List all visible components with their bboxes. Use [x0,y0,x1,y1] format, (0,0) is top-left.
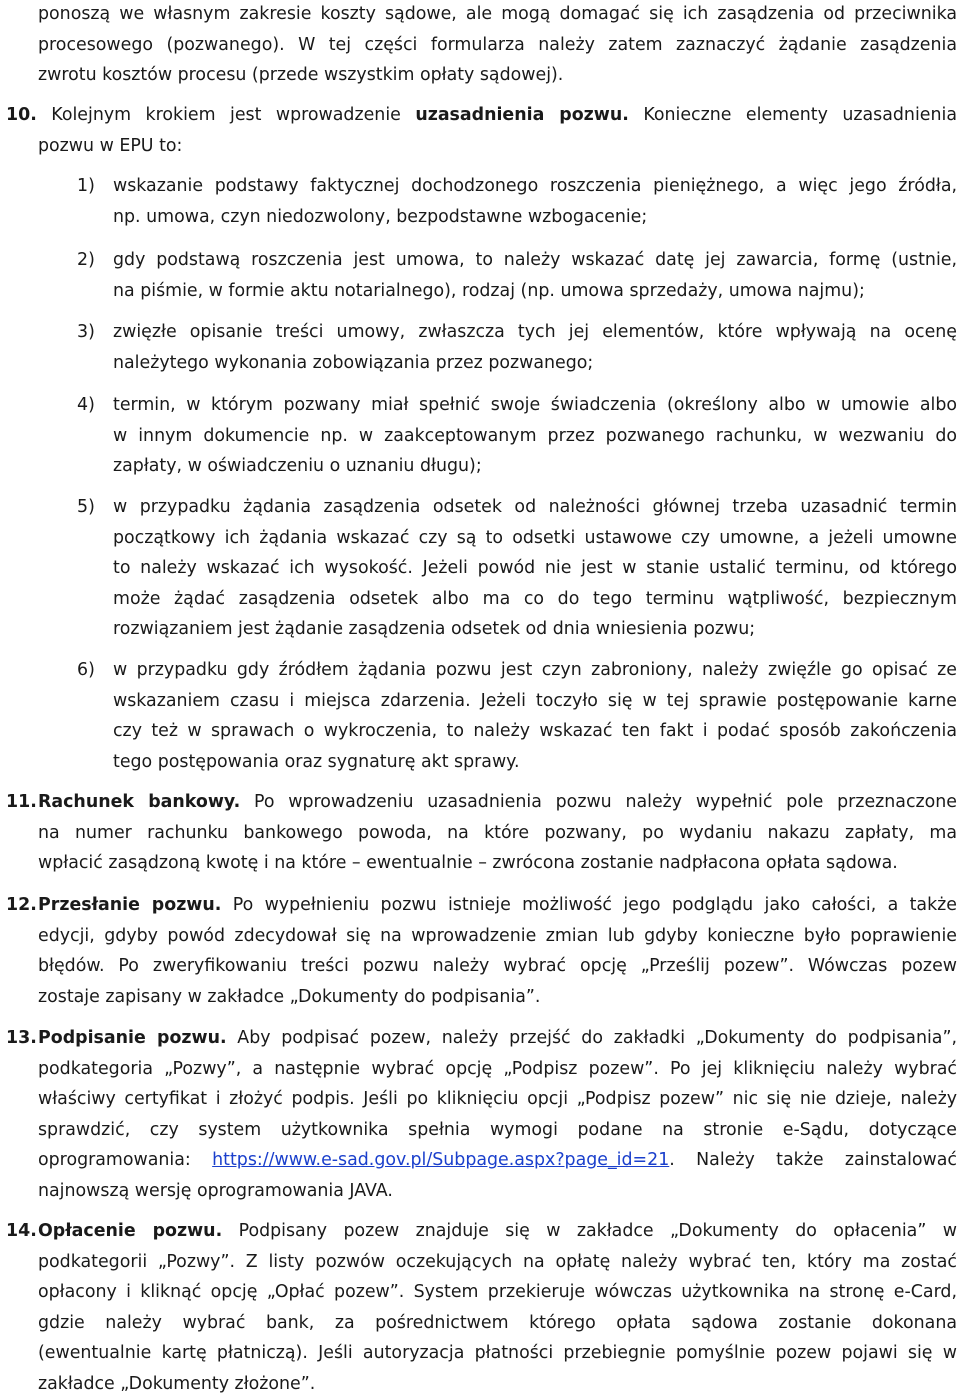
text-line: może żądać zasądzenia odsetek albo ma co do tego terminu wątpliwość, bezpiecznym [113,584,957,615]
text-line: to należy wskazać ich wysokość. Jeżeli powód nie jest w stanie ustalić terminu, od którego [113,553,957,584]
text-line: zakładce „Dokumenty złożone”. [38,1369,957,1399]
text-segment: Kolejnym krokiem jest wprowadzenie [51,105,415,125]
intro-paragraph [38,0,957,91]
section-number: 13. [6,1023,37,1054]
list-item [113,317,957,378]
text-segment: Konieczne elementy uzasadnienia [629,105,957,125]
text-segment: Po wprowadzeniu uzasadnienia pozwu należy wypełnić pole przeznaczone [240,792,957,812]
text-line: wskazaniem czasu i miejsca zdarzenia. Jeżeli toczyło się w tej sprawie postępowanie karne [113,686,957,717]
text-line: termin, w którym pozwany miał spełnić swoje świadczenia (określony albo w umowie albo [113,390,957,421]
text-line: procesowego (pozwanego). W tej części formularza należy zatem zaznaczyć żądanie zasądzenia [38,30,957,61]
text-segment: Po wypełnieniu pozwu istnieje możliwość jego podglądu jako całości, a także [221,895,957,915]
text-line: zostaje zapisany w zakładce „Dokumenty do podpisania”. [38,982,957,1013]
list-item [113,492,957,645]
text-segment: Aby podpisać pozew, należy przejść do zakładki „Dokumenty do podpisania”, [227,1028,957,1048]
text-line: podkategoria „Pozwy”, a następnie wybrać opcję „Podpisz pozew”. Po jej kliknięciu należy wybrać [38,1054,957,1085]
bold-term: Rachunek bankowy. [38,792,240,812]
text-line: zwięzłe opisanie treści umowy, zwłaszcza tych jej elementów, które wpływają na ocenę [113,317,957,348]
list-number: 5) [77,492,95,523]
text-line: w przypadku gdy źródłem żądania pozwu jest czyn zabroniony, należy zwięźle go opisać ze [113,655,957,686]
section-number: 12. [6,890,37,921]
list-item [113,655,957,777]
text-line: w przypadku żądania zasądzenia odsetek od należności głównej trzeba uzasadnić termin [113,492,957,523]
bold-term: Podpisanie pozwu. [38,1028,227,1048]
text-line: zapłaty, w oświadczeniu o uznaniu długu); [113,451,957,482]
text-line: opłacony i kliknąć opcję „Opłać pozew”. System przekieruje wówczas użytkownika na stronę e-Card, [38,1277,957,1308]
text-line: gdzie należy wybrać bank, za pośrednictwem którego opłata sądowa zostanie dokonana [38,1308,957,1339]
text-line: tego postępowania oraz sygnaturę akt sprawy. [113,747,957,778]
text-line: gdy podstawą roszczenia jest umowa, to należy wskazać datę jej zawarcia, formę (ustnie, [113,245,957,276]
text-segment: oprogramowania: [38,1150,212,1170]
text-line: błędów. Po zweryfikowaniu treści pozwu należy wybrać opcję „Prześlij pozew”. Wówczas pozew [38,951,957,982]
text-line: zwrotu kosztów procesu (przede wszystkim opłaty sądowej). [38,60,957,91]
section-number: 10. [6,105,37,125]
text-line: ponoszą we własnym zakresie koszty sądowe, ale mogą domagać się ich zasądzenia od przeciwnika [38,0,957,30]
e-sad-link[interactable]: https://www.e-sad.gov.pl/Subpage.aspx?page_id=21 [212,1150,669,1170]
text-line: właściwy certyfikat i złożyć podpis. Jeśli po kliknięciu opcji „Podpisz pozew” nic się nie dzieje, należy [38,1084,957,1115]
section-13 [38,1023,957,1206]
text-line: wpłacić zasądzoną kwotę i na które – ewentualnie – zwrócona zostanie nadpłacona opłata sądowa. [38,848,957,879]
text-line: wskazanie podstawy faktycznej dochodzonego roszczenia pieniężnego, a więc jego źródła, [113,171,957,202]
text-line: na piśmie, w formie aktu notarialnego), rodzaj (np. umowa sprzedaży, umowa najmu); [113,276,957,307]
text-line: sprawdzić, czy system użytkownika spełnia wymogi podane na stronie e-Sądu, dotyczące [38,1115,957,1146]
text-segment: . Należy także zainstalować [669,1150,957,1170]
section-14 [38,1216,957,1399]
text-line: początkowy ich żądania wskazać czy są to odsetki ustawowe czy umowne, a jeżeli umowne [113,523,957,554]
text-line: w innym dokumencie np. w zaakceptowanym przez pozwanego rachunku, w wezwaniu do [113,421,957,452]
section-10 [6,100,957,161]
list-number: 6) [77,655,95,686]
text-line: czy też w sprawach o wykroczenia, to należy wskazać ten fakt i podać sposób zakończenia [113,716,957,747]
section-number: 11. [6,787,37,818]
text-line: należytego wykonania zobowiązania przez pozwanego; [113,348,957,379]
section-12 [38,890,957,1012]
text-line: pozwu w EPU to: [38,131,957,162]
section-number: 14. [6,1216,37,1247]
section-11 [38,787,957,879]
text-segment: Podpisany pozew znajduje się w zakładce „Dokumenty do opłacenia” w [222,1221,957,1241]
text-line: podkategorii „Pozwy”. Z listy pozwów oczekujących na opłatę należy wybrać ten, który ma zostać [38,1247,957,1278]
text-line: rozwiązaniem jest żądanie zasądzenia odsetek od dnia wniesienia pozwu; [113,614,957,645]
list-item [113,245,957,306]
list-number: 3) [77,317,95,348]
list-item [113,390,957,482]
bold-term: Opłacenie pozwu. [38,1221,222,1241]
text-line: najnowszą wersję oprogramowania JAVA. [38,1176,957,1207]
text-line: np. umowa, czyn niedozwolony, bezpodstawne wzbogacenie; [113,202,957,233]
bold-term: uzasadnienia pozwu. [415,105,629,125]
list-number: 1) [77,171,95,202]
text-line: na numer rachunku bankowego powoda, na które pozwany, po wydaniu nakazu zapłaty, ma [38,818,957,849]
list-number: 4) [77,390,95,421]
text-line: (ewentualnie kartę płatniczą). Jeśli autoryzacja płatności przebiegnie pomyślnie pozew pojawi się w [38,1338,957,1369]
text-line: edycji, gdyby powód zdecydował się na wprowadzenie zmian lub gdyby konieczne było poprawienie [38,921,957,952]
bold-term: Przesłanie pozwu. [38,895,221,915]
list-item [113,171,957,232]
list-number: 2) [77,245,95,276]
